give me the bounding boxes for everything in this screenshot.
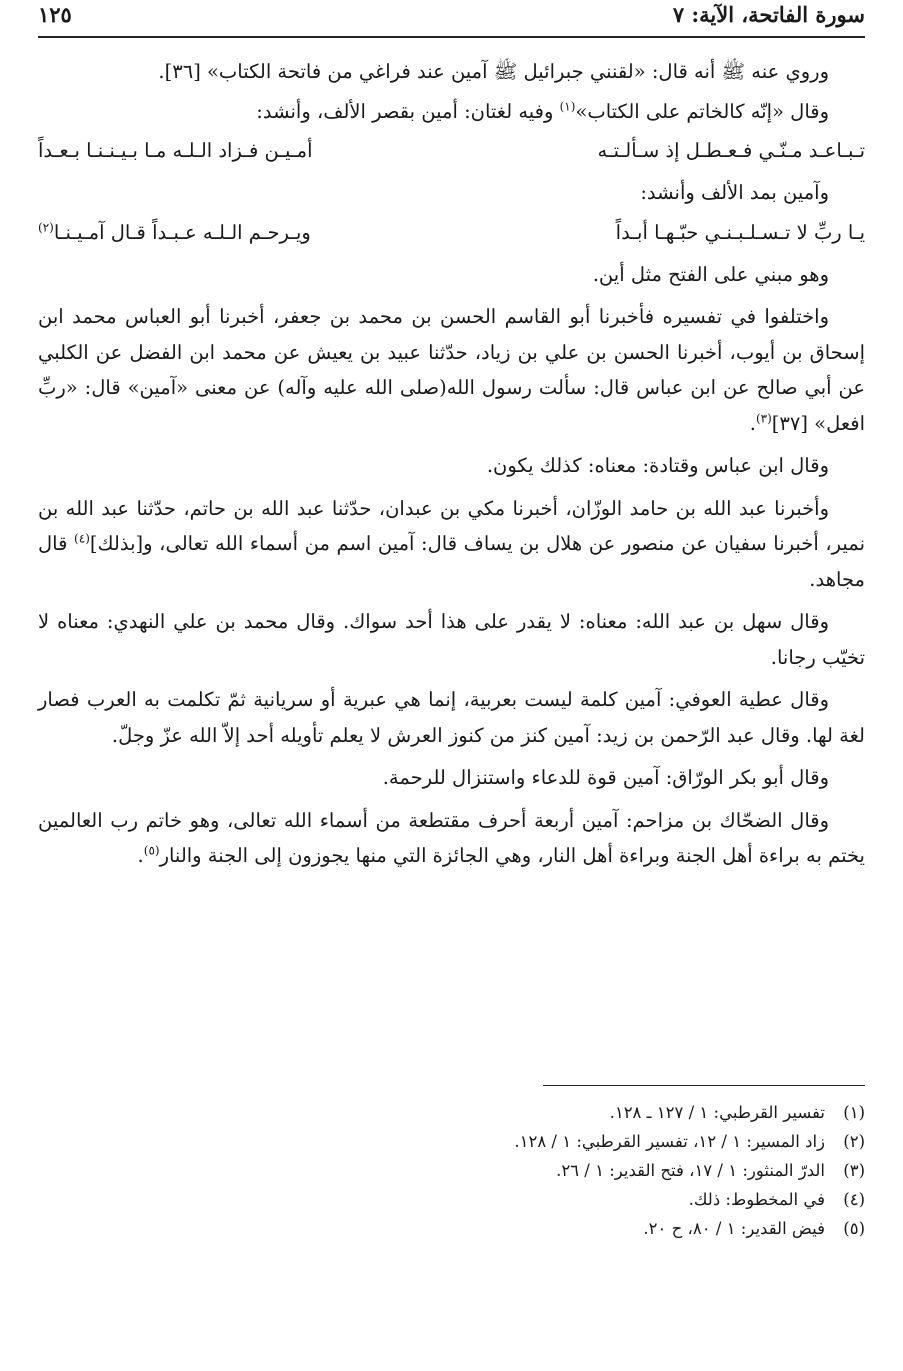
paragraph-riwaya xyxy=(38,54,865,90)
verse-left-hemistich: أمـيـن فـزاد الـلـه مـا بـيـنـنـا بـعـداً xyxy=(38,139,313,162)
footnote-ref: (٤) xyxy=(74,531,90,546)
footnote-number: (١) xyxy=(843,1103,865,1122)
paragraph-text: قال مجاهد. xyxy=(38,532,865,591)
poetry-verse-1 xyxy=(38,133,865,169)
paragraph-text: . xyxy=(749,411,756,435)
paragraph-text: وآمين بمد الألف وأنشد: xyxy=(640,181,829,204)
header-title: سورة الفاتحة، الآية: ٧ xyxy=(672,2,865,27)
footnote-item xyxy=(38,1185,865,1214)
footnote-text: في المخطوط: ذلك. xyxy=(688,1190,825,1209)
paragraph-fath xyxy=(38,257,865,293)
footnote-item xyxy=(38,1214,865,1243)
footnote-ref: (٢) xyxy=(38,220,54,234)
footnote-number: (٥) xyxy=(843,1219,865,1238)
footnote-ref: (٣) xyxy=(755,411,772,425)
paragraph-sahl xyxy=(38,604,865,675)
footnote-number: (٣) xyxy=(843,1161,865,1180)
footnote-text: الدرّ المنثور: ١ / ١٧، فتح القدير: ١ / ٢٦. xyxy=(556,1161,825,1180)
footnote-item xyxy=(38,1127,865,1156)
running-header xyxy=(38,2,865,32)
verse-text: ويـرحـم الـلـه عـبـداً قـال آمـيـنـا xyxy=(53,220,311,244)
footnote-divider xyxy=(543,1085,865,1086)
paragraph-text: وقال «إنّه كالخاتم على الكتاب» xyxy=(575,99,829,123)
paragraph-text: واختلفوا في تفسيره فأخبرنا أبو القاسم الحسن بن محمد بن جعفر، أخبرنا أبو العباس محمد ابن إسحاق بن أيوب، أخبرنا الحسن بن علي بن زياد، حدّثنا عبيد بن يعيش عن محمد ابن الفضل عن الكلبي عن أبي صالح عن ابن عباس قال: سألت رسول الله(صلى الله عليه وآله) عن معنى «آمين» قال: «ربِّ افعل» [٣٧] xyxy=(38,305,865,435)
footnote-item xyxy=(38,1156,865,1185)
paragraph-dahhak xyxy=(38,803,865,874)
page-number: ١٢٥ xyxy=(38,2,72,27)
paragraph-text: وقال عطية العوفي: آمين كلمة ليست بعربية، إنما هي عبرية أو سريانية ثمّ تكلمت به العرب فصار لغة لها. وقال عبد الرّحمن بن زيد: آمين كنز من كنوز العرش لا يعلم تأويله أحد إلاّ الله عزّ وجلّ. xyxy=(38,688,865,747)
paragraph-text: وروي عنه ﷺ أنه قال: «لقنني جبرائيل ﷺ آمين عند فراغي من فاتحة الكتاب» [٣٦]. xyxy=(158,60,829,83)
paragraph-text: وقال سهل بن عبد الله: معناه: لا يقدر على هذا أحد سواك. وقال محمد بن علي النهدي: معناه لا تخيّب رجانا. xyxy=(38,610,865,669)
paragraph-ibn-abbas xyxy=(38,448,865,484)
verse-left-hemistich xyxy=(38,215,311,251)
footnote-item xyxy=(38,1098,865,1127)
paragraph-text: وأخبرنا عبد الله بن حامد الوزّان، أخبرنا مكي بن عبدان، حدّثنا عبد الله بن حاتم، حدّثنا عبد الله بن نمير، أخبرنا سفيان عن منصور عن هلال بن يساف قال: آمين اسم من أسماء الله تعالى، و[بذلك] xyxy=(38,496,865,555)
footnote-text: فيض القدير: ١ / ٨٠، ح ٢٠. xyxy=(643,1219,825,1238)
paragraph-text: وقال ابن عباس وقتادة: معناه: كذلك يكون. xyxy=(486,454,829,477)
poetry-verse-2 xyxy=(38,215,865,251)
verse-right-hemistich: تـبـاعـد مـنّـي فـعـطـل إذ سـألـتـه xyxy=(597,139,865,162)
footnote-text: تفسير القرطبي: ١ / ١٢٧ ـ ١٢٨. xyxy=(609,1103,825,1122)
paragraph-text: وهو مبني على الفتح مثل أين. xyxy=(592,262,829,286)
paragraph-wazzan xyxy=(38,491,865,598)
paragraph-atiyya xyxy=(38,682,865,753)
footnote-number: (٢) xyxy=(843,1132,865,1151)
paragraph-text: وفيه لغتان: أمين بقصر الألف، وأنشد: xyxy=(256,99,560,123)
paragraph-text: وقال الضحّاك بن مزاحم: آمين أربعة أحرف مقتطعة من أسماء الله تعالى، وهو خاتم رب العالمين يختم به براءة أهل الجنة وبراءة أهل النار، وهي الجائزة التي منها يجوزون إلى الجنة والنار xyxy=(38,808,865,867)
paragraph-ikhtalafu xyxy=(38,299,865,441)
paragraph-warraq xyxy=(38,760,865,796)
paragraph-text: . xyxy=(137,844,144,867)
footnotes-section xyxy=(38,1098,865,1243)
paragraph-madd xyxy=(38,175,865,211)
paragraph-text: وقال أبو بكر الورّاق: آمين قوة للدعاء واستنزال للرحمة. xyxy=(382,766,829,789)
footnote-ref: (٥) xyxy=(143,843,160,858)
footnote-ref: (١) xyxy=(559,99,576,113)
header-divider xyxy=(38,36,865,38)
main-text xyxy=(38,54,865,881)
paragraph-khatim xyxy=(38,94,865,130)
verse-right-hemistich: يـا ربِّ لا تـسـلـبـنـي حبّـهـا أبـداً xyxy=(615,220,865,244)
footnote-number: (٤) xyxy=(843,1190,865,1209)
footnote-text: زاد المسير: ١ / ١٢، تفسير القرطبي: ١ / ١٢٨. xyxy=(514,1132,825,1151)
